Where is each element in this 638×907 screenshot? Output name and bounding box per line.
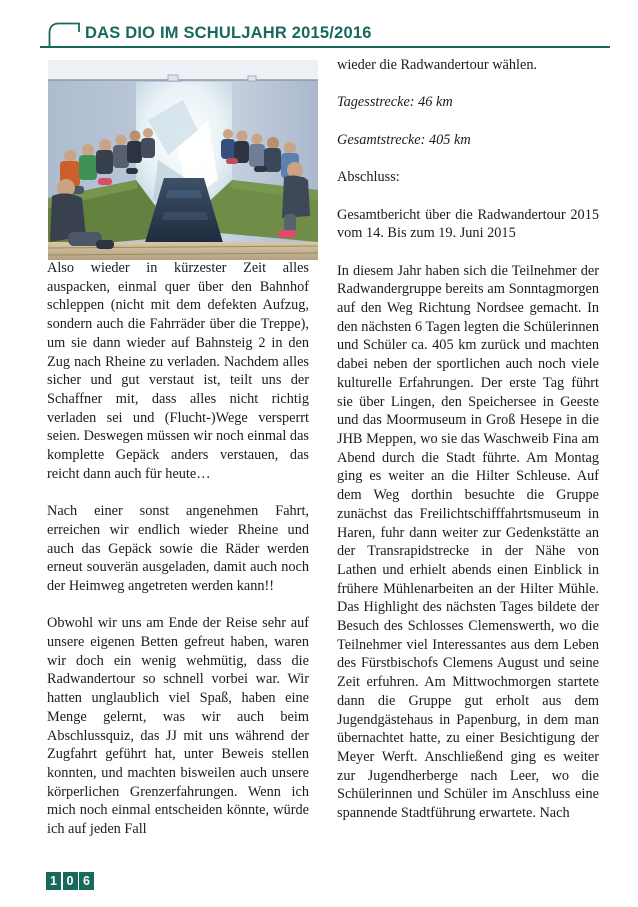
report-title: Gesamtbericht über die Radwandertour 2015 vom 14. Bis zum 19. Juni 2015 (337, 206, 599, 242)
page-number-digit: 6 (79, 872, 94, 890)
photo-projection-room (48, 60, 318, 260)
stat-tagesstrecke: Tagesstrecke: 46 km (337, 94, 453, 111)
paragraph: Obwohl wir uns am Ende der Reise sehr auf unsere eigenen Betten gefreut haben, waren wir doch ein wenig wehmütig, dass die Radwandertour so schnell vorbei war. Wir hatten unglaublich viel Spaß, haben eine Menge gelernt, was wir auch beim Abschlussquiz, das JJ mit uns während der Zugfahrt geführt hat, unter Beweis stellen konnten, und machten bisweilen auch unsere körperlichen Grenzerfahrungen. Wenn ich mich noch einmal entscheiden könnte, würde ich auf jeden Fall (47, 615, 309, 838)
report-body: In diesem Jahr haben sich die Teilnehmer der Radwandergruppe bereits am Sonntagmorgen auf den Weg Richtung Nordsee gemacht. In den nächsten 6 Tagen legten die Schülerinnen und Schüler ca. 405 km zurück und machten dabei neben der sportlichen auch noch viele kulturelle Erfahrungen. Der erste Tag führt sie über Lingen, den Speichersee in Geeste und das Moormuseum in Groß Hesepe in die JHB Meppen, wo sie das Waschweib Fina am Abend durch die Stadt führte. Am Montag ging es weiter an die Hilter Schleuse. Auf dem Weg dorthin besuchte die Gruppe zunächst das Freilichtschifffahrtsmuseum in Haren, fuhr dann weiter zur Gedenkstätte an der Transrapidstrecke in der Nähe von Lathen und erhielt abends einen Einblick in frühere Mühlenarbeiten an der Hilter Mühle. Das Highlight des nächsten Tages bildete der Besuch des Schlosses Clemenswerth, wo die Teilnehmer viel Interessantes aus dem Leben des Fürstbischofs Clemens August und seine Zeit erfuhren. Am Mittwochmorgen startete dann die Gruppe gut erholt aus dem Jugendgästehaus in Papenburg, in dem man übernachtet hatte, zu einer Besichtigung der Meyer Werft. Anschließend ging es weiter zur Jugendherberge nach Leer, wo die Schülerinnen und Schüler im Anschluss eine spannende Stadtführung erwartete. Nach (337, 262, 599, 822)
right-column (337, 56, 599, 890)
page-number-digit: 0 (63, 872, 78, 890)
stat-gesamtstrecke: Gesamtstrecke: 405 km (337, 131, 471, 148)
paragraph: Also wieder in kürzester Zeit alles auspacken, einmal quer über den Bahnhof schleppen (nicht mit dem defekten Aufzug, sondern auch die Fahrräder über die Treppe), um sie dann wieder auf Bahnsteig 2 in den Zug nach Rheine zu verladen. Nachdem alles sicher und gut verstaut ist, teilt uns der Schaffner mit, dass alles nicht richtig verladen sei und (Flucht-)Wege versperrt seien. Deswegen müssen wir noch einmal das komplette Gepäck anders verstauen, das reicht dann auch für heute… (47, 260, 309, 482)
abschluss-label: Abschluss: (337, 169, 400, 186)
paragraph: Nach einer sonst angenehmen Fahrt, erreichen wir endlich wieder Rheine und auch das Gepäck sowie die Räder werden erneut souverän ausgeladen, damit auch noch der Heimweg angetreten werden kann!! (47, 503, 309, 594)
header-bracket-icon (48, 21, 88, 48)
page-number (46, 872, 94, 890)
paragraph-continuation: wieder die Radwandertour wählen. (337, 57, 538, 73)
page-title: DAS DIO IM SCHULJAHR 2015/2016 (85, 24, 372, 42)
header-rule (40, 46, 610, 48)
page-number-digit: 1 (46, 872, 61, 890)
left-column (47, 259, 309, 889)
